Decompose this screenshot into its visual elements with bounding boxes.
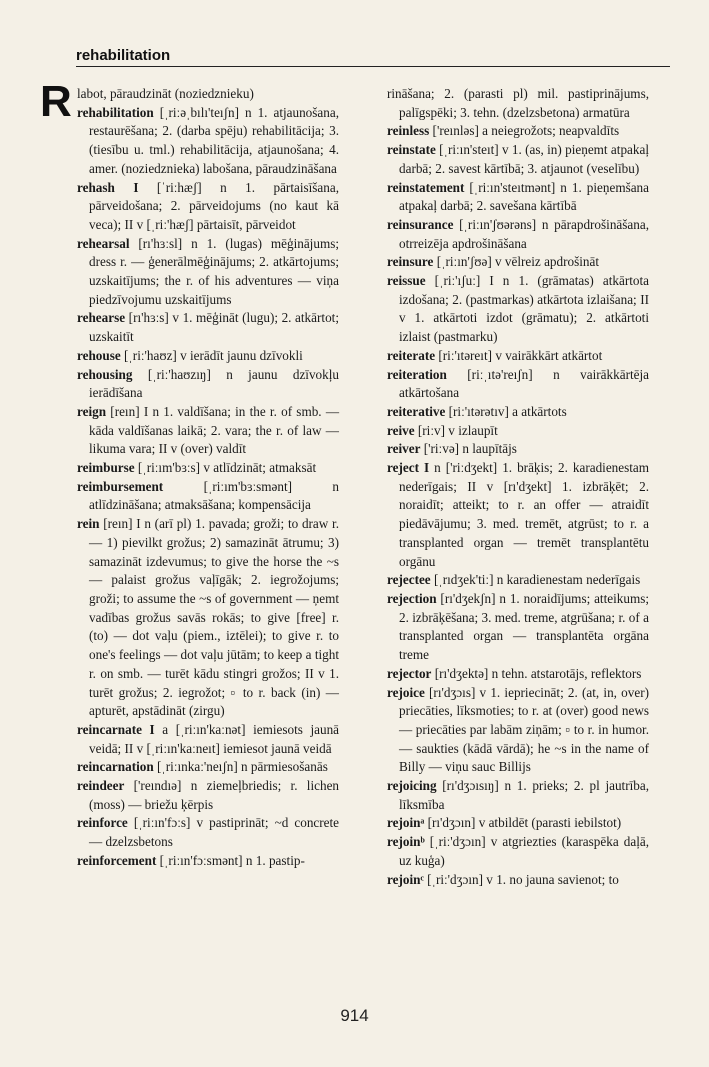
- entry-pronunciation: [riːv]: [417, 422, 445, 438]
- entry-pronunciation: [ˌriːın'fɔːsmənt]: [159, 852, 243, 868]
- entry-definition: v vēlreiz apdrošināt: [495, 254, 600, 270]
- entry-headword: rejectee: [387, 572, 431, 588]
- entry-headword: reiterative: [387, 403, 446, 419]
- entry-definition: n 1. pārtaisīšana, pārveidošana; 2. pārveidojums (no kaut kā veca); II v [ˌriː'hæʃ] pārtaisīt, pārveidot: [89, 179, 340, 232]
- entry-definition: n 1. atjaunošana, restaurēšana; 2. (darba spēju) rehabilitācija; 3. (tiesību u. tml.) rehabilitācija, atjaunošana; 4. amer. (noziedznieka) labošana, pāraudzināšana: [89, 104, 340, 176]
- entry-definition: v atbildēt (parasti iebilstot): [478, 815, 622, 831]
- entry-pronunciation: [rı'dʒektə]: [434, 665, 489, 681]
- entry-pronunciation: [ˌriːın'ʃʊərəns]: [459, 216, 537, 232]
- entry-pronunciation: [ˌriː'haʊzıŋ]: [147, 366, 211, 382]
- entry-headword: reiteration: [387, 366, 447, 382]
- entry-headword: rejoinᵇ: [387, 834, 425, 850]
- entry-headword: reinstate: [387, 142, 436, 158]
- dictionary-entry: [387, 122, 649, 141]
- entry-definition: I n 1. (grāmatas) atkārtota izdošana; 2. (pastmarkas) atkārtota izlaišana; II v 1. atkārtoti izdot (grāmatu); 2. atkārtoti izlaist (pastmarku): [399, 273, 650, 345]
- dictionary-entry: [387, 665, 649, 684]
- dictionary-entry: [77, 852, 339, 871]
- dictionary-entry: [387, 777, 649, 814]
- entry-definition: n atlīdzināšana; atmaksāšana; kompensācija: [89, 478, 340, 513]
- entry-pronunciation: [ˌriːınkaː'neıʃn]: [156, 759, 238, 775]
- entry-pronunciation: [ˌriː'ıʃuː]: [434, 273, 481, 289]
- dictionary-entry: [387, 179, 649, 216]
- entry-pronunciation: [rı'dʒekʃn]: [440, 590, 496, 606]
- entry-pronunciation: [ˌriːım'bɜːs]: [137, 460, 201, 476]
- entry-headword: reinsurance: [387, 216, 454, 232]
- dictionary-entry: [77, 721, 339, 758]
- entry-definition: v 1. mēģināt (lugu); 2. atkārtot; uzskaitīt: [89, 310, 339, 345]
- entry-headword: reincarnation: [77, 759, 154, 775]
- entry-headword: reinstatement: [387, 179, 465, 195]
- entry-headword: rejoicing: [387, 778, 437, 794]
- entry-headword: rejoice: [387, 684, 425, 700]
- entry-definition: v 1. (as, in) pieņemt atpakaļ darbā; 2. savest kārtībā; 3. atjaunot (veselību): [399, 142, 649, 176]
- entry-definition: v atgriezties (karaspēka daļā, uz kuģa): [399, 834, 650, 868]
- entry-headword: rejection: [387, 590, 437, 606]
- entry-definition: labot, pāraudzināt (noziedznieku): [77, 86, 254, 101]
- entry-definition: v 1. no jauna savienot; to: [486, 871, 619, 887]
- dictionary-entry: [387, 833, 649, 870]
- entry-pronunciation: [ˌriː'dʒɔın]: [429, 834, 486, 850]
- entry-definition: n pārapdrošināšana, otrreizēja apdrošināšana: [399, 216, 649, 251]
- header-rule: [76, 66, 670, 67]
- dictionary-entry: [387, 590, 649, 665]
- dictionary-entry: [77, 347, 339, 366]
- dictionary-entry: [387, 814, 649, 833]
- entry-definition: rināšana; 2. (parasti pl) mil. pastiprinājums, palīgspēki; 3. tehn. (dzelzsbetona) armatūra: [387, 86, 649, 120]
- dictionary-entry: [77, 777, 339, 814]
- dictionary-entry: [387, 272, 649, 347]
- dictionary-entry: [77, 309, 339, 346]
- entry-definition: 1. brāķis; 2. karadienestam nederīgais; II v [rı'dʒekt] 1. izbrāķēt; 2. noraidīt; atteikt; to r. an offer — atraidīt piedāvājumu; 3. med. tremēt, atgrūst; to r. a transplanted organ — tremēt transplantētu orgānu: [399, 460, 650, 569]
- entry-definition: n ziemeļbriedis; r. lichen (moss) — briežu ķērpis: [89, 778, 340, 812]
- entry-pronunciation: [rı'dʒɔısıŋ]: [442, 778, 499, 794]
- dictionary-entry: [387, 141, 649, 178]
- entry-headword: rejoinᵃ: [387, 815, 425, 831]
- entry-headword: reinsure: [387, 254, 434, 270]
- entry-pronunciation: [ˈriːhæʃ]: [156, 179, 202, 195]
- entry-definition: n tehn. atstarotājs, reflektors: [491, 665, 642, 681]
- dictionary-entry: [387, 871, 649, 890]
- entry-pronunciation: [riː'ıtəreıt]: [438, 347, 493, 363]
- dictionary-entry: [387, 684, 649, 778]
- entry-definition: I n 1. valdīšana; in the r. of smb. — kāda valdīšanas laikā; 2. vara; the r. of law — likuma vara; II v (over) valdīt: [89, 403, 340, 457]
- entry-headword: rejector: [387, 665, 432, 681]
- entry-headword: reinforcement: [77, 852, 157, 868]
- entry-pronunciation: n ['riːdʒekt]: [434, 460, 498, 476]
- entry-headword: reindeer: [77, 778, 125, 794]
- dictionary-entry: [387, 253, 649, 272]
- entry-headword: reign: [77, 403, 107, 419]
- entry-definition: n laupītājs: [462, 441, 517, 457]
- dictionary-entry: [77, 758, 339, 777]
- entry-headword: reiver: [387, 441, 421, 457]
- entry-pronunciation: [rı'dʒɔın]: [427, 815, 476, 831]
- entry-pronunciation: [riː'ıtərətıv]: [448, 403, 509, 419]
- entry-headword: rehash I: [77, 179, 139, 195]
- dictionary-entry: [387, 366, 649, 403]
- entry-definition: n vairākkārtēja atkārtošana: [399, 366, 649, 401]
- entry-pronunciation: [ˌriːın'fɔːs]: [133, 815, 191, 831]
- entry-headword: reimburse: [77, 460, 135, 476]
- entry-pronunciation: [ˌriːəˌbılı'teıʃn]: [159, 104, 239, 120]
- entry-headword: rehousing: [77, 366, 133, 382]
- entry-headword: rein: [77, 516, 100, 532]
- dictionary-entry: [77, 814, 339, 851]
- entry-pronunciation: [reın]: [103, 516, 133, 532]
- dictionary-entry: [77, 459, 339, 478]
- entry-pronunciation: [rı'dʒɔıs]: [429, 684, 476, 700]
- entry-headword: reimbursement: [77, 478, 164, 494]
- entry-definition: v vairākkārt atkārtot: [495, 347, 603, 363]
- left-column: [77, 85, 339, 871]
- entry-definition: a neiegrožots; neapvaldīts: [482, 123, 620, 139]
- entry-definition: v pastiprināt; ~d concrete — dzelzsbetons: [89, 815, 340, 850]
- entry-headword: reinforce: [77, 815, 128, 831]
- entry-definition: n 1. (lugas) mēģinājums; dress r. — ģenerālmēģinājums; 2. atkārtojums; uzskaitījums; the r. of his adventures — viņa piedzīvojumu uzskaitījums: [89, 235, 339, 307]
- entry-definition: a atkārtots: [512, 403, 567, 419]
- entry-definition: iemiesots jaunā veidā; II v [ˌriːın'kaːneıt] iemiesot jaunā veidā: [89, 721, 340, 756]
- dictionary-entry: [387, 459, 649, 571]
- entry-pronunciation: [ˌrıdʒek'tiː]: [433, 572, 494, 588]
- dictionary-entry: [77, 235, 339, 310]
- entry-pronunciation: [ˌriːın'steıtmənt]: [469, 179, 556, 195]
- dictionary-entry: [77, 478, 339, 515]
- entry-definition: v atlīdzināt; atmaksāt: [203, 460, 317, 476]
- dictionary-entry: [77, 179, 339, 235]
- entry-headword: rehouse: [77, 347, 121, 363]
- entry-headword: reiterate: [387, 347, 436, 363]
- entry-definition: n 1. prieks; 2. pl jautrība, līksmība: [399, 778, 650, 812]
- entry-pronunciation: [rı'hɜːsl]: [138, 235, 183, 251]
- entry-definition: n 1. pastip-: [245, 852, 305, 868]
- dictionary-entry: [387, 216, 649, 253]
- entry-definition: n pārmiesošanās: [241, 759, 328, 775]
- dictionary-entry: [387, 422, 649, 441]
- entry-definition: n jaunu dzīvokļu ierādīšana: [89, 366, 340, 401]
- entry-headword: reive: [387, 422, 415, 438]
- entry-pronunciation: a [ˌriːın'kaːnət]: [162, 721, 246, 737]
- entry-definition: n 1. pieņemšana atpakaļ darbā; 2. savešana kārtībā: [399, 179, 650, 214]
- dictionary-entry: [387, 440, 649, 459]
- entry-headword: reissue: [387, 273, 426, 289]
- dictionary-entry: [77, 366, 339, 403]
- entry-definition: v izlaupīt: [448, 422, 498, 438]
- dictionary-entry: [387, 403, 649, 422]
- dictionary-entry: [387, 347, 649, 366]
- entry-pronunciation: ['riːvə]: [423, 441, 460, 457]
- entry-pronunciation: [ˌriː'dʒɔın]: [427, 871, 483, 887]
- entry-pronunciation: [ˌriː'haʊz]: [124, 347, 177, 363]
- entry-pronunciation: [reın]: [110, 403, 140, 419]
- entry-definition: n 1. noraidījums; atteikums; 2. izbrāķēšana; 3. med. treme, atgrūšana; r. of a transplanted organ — transplantēta orgāna treme: [399, 590, 650, 663]
- right-column: [387, 85, 649, 889]
- entry-headword: reinless: [387, 123, 430, 139]
- entry-headword: rejoinᶜ: [387, 871, 424, 887]
- running-head: rehabilitation: [76, 47, 171, 64]
- entry-headword: rehearse: [77, 310, 126, 326]
- entry-definition: v 1. iepriecināt; 2. (at, in, over) priecāties, līksmoties; to r. at (over) good news — priecāties par labām ziņām; ▫ to r. in humor. — saukties (kādā vārdā); he ~s in the name of Billy — viņu sauc Billijs: [399, 684, 650, 775]
- entry-definition: v ierādīt jaunu dzīvokli: [180, 347, 303, 363]
- dictionary-entry: [77, 85, 339, 104]
- entry-pronunciation: ['reınləs]: [432, 123, 479, 139]
- entry-headword: rehabilitation: [77, 104, 154, 120]
- dictionary-entry: [387, 571, 649, 590]
- entry-headword: reject I: [387, 460, 430, 476]
- entry-pronunciation: [ˌriːın'steıt]: [439, 142, 499, 158]
- page-number: 914: [340, 1006, 369, 1025]
- dictionary-entry: [77, 403, 339, 459]
- entry-headword: reincarnate I: [77, 721, 155, 737]
- entry-pronunciation: [ˌriːım'bɜːsmənt]: [203, 478, 293, 494]
- dictionary-entry: [387, 85, 649, 122]
- entry-definition: I n (arī pl) 1. pavada; groži; to draw r. — 1) pievilkt grožus; 2) samazināt ātrumu; 3) samazināt izdevumus; to give the horse the ~s — palaist grožus vaļīgāk; 2. iegrožojums; groži; to assume the ~s of government — ņemt vadības grožus savās rokās; to give [free] r. (to) — dot vaļu (piem., iztēlei); to give r. to one's feelings — dot vaļu jūtām; to keep a tight r. on smb. — turēt kādu stingri grožos; II v 1. turēt grožus; 2. iegrožot; ▫ to r. back (in) — apturēt, apstādināt (zirgu): [89, 516, 340, 719]
- entry-definition: n karadienestam nederīgais: [496, 572, 641, 588]
- dictionary-entry: [77, 515, 339, 721]
- entry-headword: rehearsal: [77, 235, 130, 251]
- dictionary-entry: [77, 104, 339, 179]
- entry-pronunciation: [ˌriːın'ʃʊə]: [436, 254, 492, 270]
- entry-pronunciation: [rı'hɜːs]: [128, 310, 169, 326]
- entry-pronunciation: [riːˌıtə'reıʃn]: [467, 366, 533, 382]
- section-letter: R: [40, 77, 72, 126]
- entry-pronunciation: ['reındıə]: [133, 778, 182, 794]
